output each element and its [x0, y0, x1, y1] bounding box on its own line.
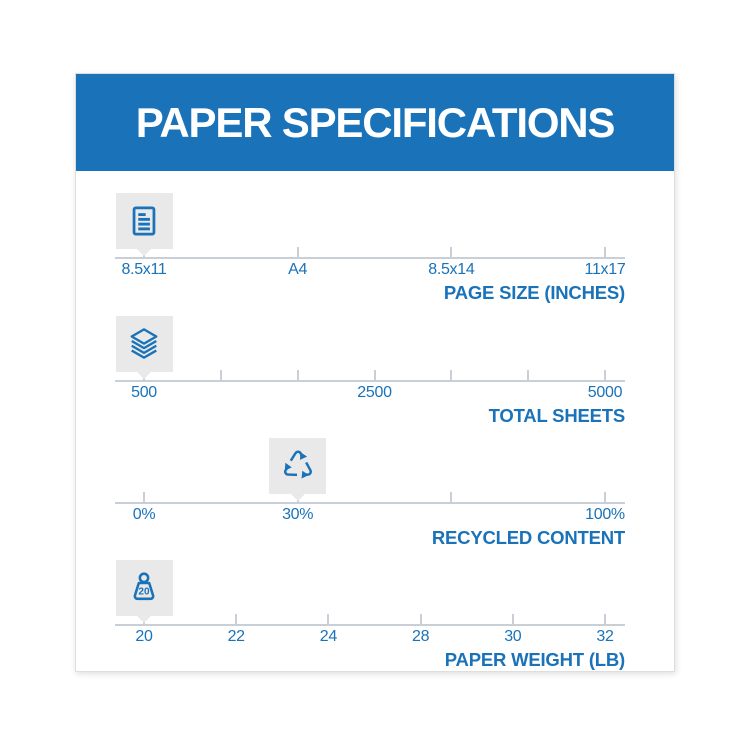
axis-tick [604, 247, 606, 258]
scale-label: RECYCLED CONTENT [431, 527, 625, 548]
axis-line [115, 502, 625, 504]
weight-icon [126, 570, 162, 606]
tick-label: 11x17 [584, 261, 626, 278]
tick-label: 0% [132, 506, 156, 523]
tick-label: 100% [585, 506, 625, 523]
scale-paper-weight [76, 561, 674, 683]
page-title: PAPER SPECIFICATIONS [135, 98, 615, 146]
axis-tick [450, 370, 452, 381]
axis-tick [297, 370, 299, 381]
axis-tick [450, 247, 452, 258]
tick-label: 8.5x14 [428, 261, 475, 278]
tick-label: 24 [319, 628, 337, 645]
recycle-icon [280, 448, 316, 484]
axis-line [115, 380, 625, 382]
selected-value-marker [116, 193, 173, 256]
tick-label: 2500 [357, 384, 392, 401]
axis-tick [220, 370, 222, 381]
scale-total-sheets [76, 317, 674, 439]
axis-tick [604, 614, 606, 625]
selected-value-marker [116, 560, 173, 623]
marker-tail [137, 249, 151, 256]
tick-label: 32 [596, 628, 614, 645]
paper-stack-icon [126, 326, 162, 362]
paper-specifications-card [75, 73, 675, 672]
marker-tail [291, 494, 305, 501]
axis-tick [420, 614, 422, 625]
marker-box [116, 316, 173, 372]
marker-box [116, 193, 173, 249]
axis-tick [604, 492, 606, 503]
scale-recycled-content [76, 439, 674, 561]
axis-tick [327, 614, 329, 625]
axis-tick [297, 247, 299, 258]
card-header [76, 74, 674, 171]
scale-label: TOTAL SHEETS [488, 405, 625, 426]
tick-label: 22 [227, 628, 245, 645]
scale-page-size [76, 194, 674, 316]
tick-label: 500 [131, 384, 157, 401]
document-icon [126, 203, 162, 239]
axis-line [115, 624, 625, 626]
marker-tail [137, 616, 151, 623]
selected-value-marker [269, 438, 326, 501]
axis-tick [374, 370, 376, 381]
marker-box [116, 560, 173, 616]
axis-tick [512, 614, 514, 625]
axis-tick [143, 492, 145, 503]
marker-box [269, 438, 326, 494]
axis-tick [235, 614, 237, 625]
tick-label: 8.5x11 [121, 261, 167, 278]
tick-label: 30% [282, 506, 314, 523]
selected-value-marker [116, 316, 173, 379]
axis-tick [450, 492, 452, 503]
axis-tick [604, 370, 606, 381]
axis-line [115, 257, 625, 259]
tick-label: A4 [288, 261, 308, 278]
tick-label: 30 [504, 628, 522, 645]
marker-tail [137, 372, 151, 379]
tick-label: 20 [135, 628, 153, 645]
scale-label: PAPER WEIGHT (LB) [444, 649, 625, 670]
tick-label: 5000 [587, 384, 623, 401]
scale-label: PAGE SIZE (INCHES) [443, 282, 625, 303]
weight-icon-text: 20 [138, 586, 150, 598]
axis-tick [527, 370, 529, 381]
tick-label: 28 [411, 628, 430, 645]
